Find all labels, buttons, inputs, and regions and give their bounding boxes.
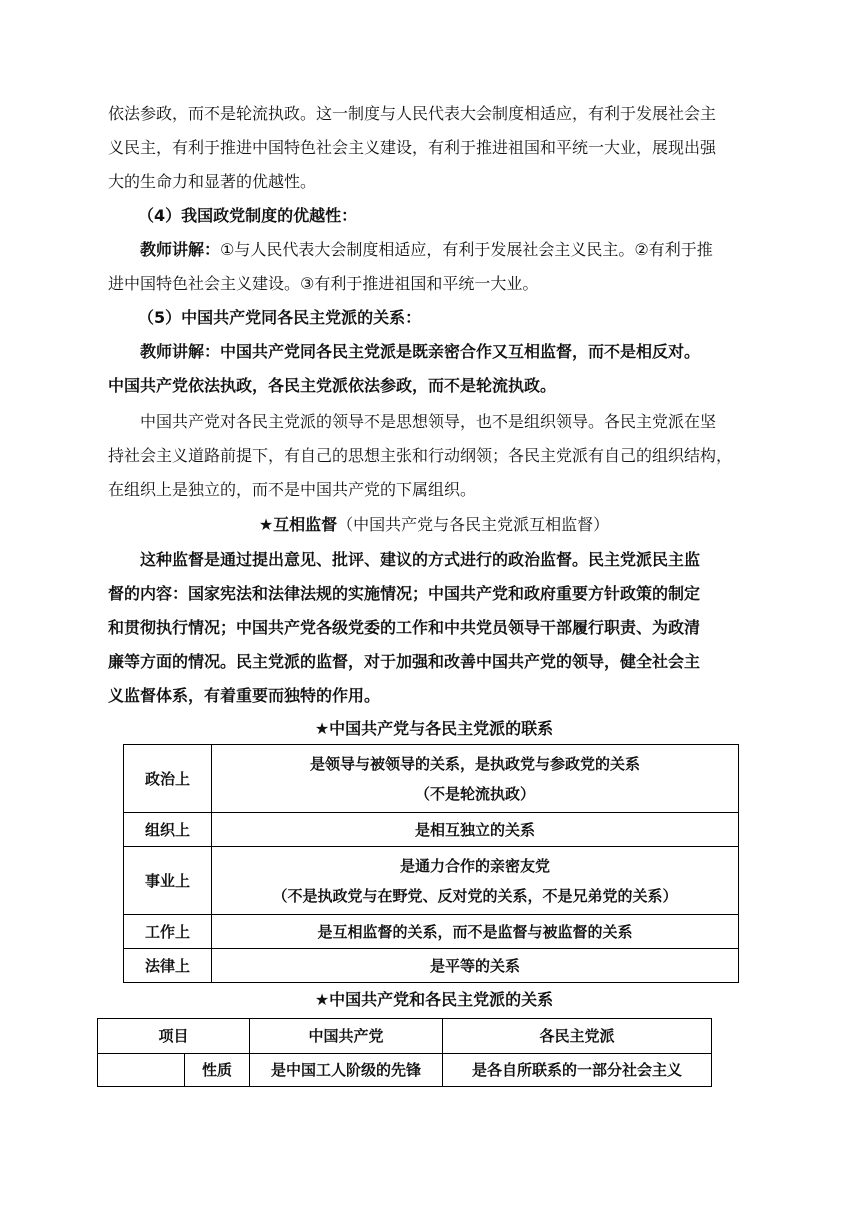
- teacher-note: [140, 233, 792, 267]
- paragraph-line: 依法参政，而不是轮流执政。这一制度与人民代表大会制度相适应，有利于发展社会主: [108, 104, 717, 123]
- sub-label: 性质: [185, 1054, 250, 1087]
- table-row: [124, 813, 739, 847]
- paragraph-line: 督的内容：国家宪法和法律法规的实施情况；中国共产党和政府重要方针政策的制定: [108, 584, 701, 603]
- relationship-table: [97, 1018, 712, 1087]
- row-content: 是平等的关系: [212, 949, 739, 983]
- paragraph-line: 廉等方面的情况。民主党派的监督，对于加强和改善中国共产党的领导，健全社会主: [108, 652, 701, 671]
- row-label: 组织上: [124, 813, 212, 847]
- row-label: 工作上: [124, 915, 212, 949]
- paragraph-line: 大的生命力和显著的优越性。: [108, 172, 317, 191]
- table-row: [124, 949, 739, 983]
- paragraph-line: 中国共产党对各民主党派的领导不是思想领导，也不是组织领导。各民主党派在坚: [140, 412, 717, 431]
- cell-cpc: 是中国工人阶级的先锋: [250, 1054, 443, 1087]
- section-heading-4: （4）我国政党制度的优越性：: [138, 206, 358, 225]
- row-content: 是领导与被领导的关系，是执政党与参政党的关系 （不是轮流执政）: [212, 745, 739, 813]
- table-row: [124, 745, 739, 813]
- table-row: [124, 915, 739, 949]
- row-label: 事业上: [124, 847, 212, 915]
- paragraph-line: 这种监督是通过提出意见、批评、建议的方式进行的政治监督。民主党派民主监: [140, 550, 701, 569]
- relations-table: [123, 744, 739, 983]
- star-heading-supervision: [108, 508, 760, 542]
- star-heading-bold: ★互相监督: [258, 515, 338, 534]
- table-row: [124, 847, 739, 915]
- star-heading-rest: （中国共产党与各民主党派互相监督）: [337, 515, 610, 534]
- cell-parties: 是各自所联系的一部分社会主义: [443, 1054, 712, 1087]
- row-content: 是相互独立的关系: [212, 813, 739, 847]
- row-content: 是通力合作的亲密友党 （不是执政党与在野党、反对党的关系，不是兄弟党的关系）: [212, 847, 739, 915]
- empty-cell: [98, 1054, 185, 1087]
- section-heading-5: （5）中国共产党同各民主党派的关系：: [138, 308, 422, 327]
- teacher-note-bold: 教师讲解：中国共产党同各民主党派是既亲密合作又互相监督，而不是相反对。: [140, 342, 701, 361]
- teacher-note-label: 教师讲解：: [140, 240, 221, 259]
- paragraph-line: 持社会主义道路前提下，有自己的思想主张和行动纲领；各民主党派有自己的组织结构，: [108, 446, 733, 465]
- row-label: 法律上: [124, 949, 212, 983]
- paragraph-line: 义民主，有利于推进中国特色社会主义建设，有利于推进祖国和平统一大业，展现出强: [108, 138, 717, 157]
- header-item: 项目: [98, 1019, 250, 1054]
- row-label: 政治上: [124, 745, 212, 813]
- paragraph-line: 进中国特色社会主义建设。③有利于推进祖国和平统一大业。: [108, 274, 539, 293]
- header-parties: 各民主党派: [443, 1019, 712, 1054]
- table-header-row: [98, 1019, 712, 1054]
- star-heading-relations: ★中国共产党与各民主党派的联系: [314, 719, 554, 738]
- header-cpc: 中国共产党: [250, 1019, 443, 1054]
- paragraph-line: 和贯彻执行情况；中国共产党各级党委的工作和中共党员领导干部履行职责、为政清: [108, 618, 701, 637]
- paragraph-line: 中国共产党依法执政，各民主党派依法参政，而不是轮流执政。: [108, 376, 557, 395]
- star-heading-relationship: ★中国共产党和各民主党派的关系: [314, 990, 554, 1009]
- teacher-note-text: ①与人民代表大会制度相适应，有利于发展社会主义民主。②有利于推: [220, 240, 713, 259]
- table-row: [98, 1054, 712, 1087]
- paragraph-line: 在组织上是独立的，而不是中国共产党的下属组织。: [108, 480, 477, 499]
- row-content: 是互相监督的关系，而不是监督与被监督的关系: [212, 915, 739, 949]
- paragraph-line: 义监督体系，有着重要而独特的作用。: [108, 686, 381, 705]
